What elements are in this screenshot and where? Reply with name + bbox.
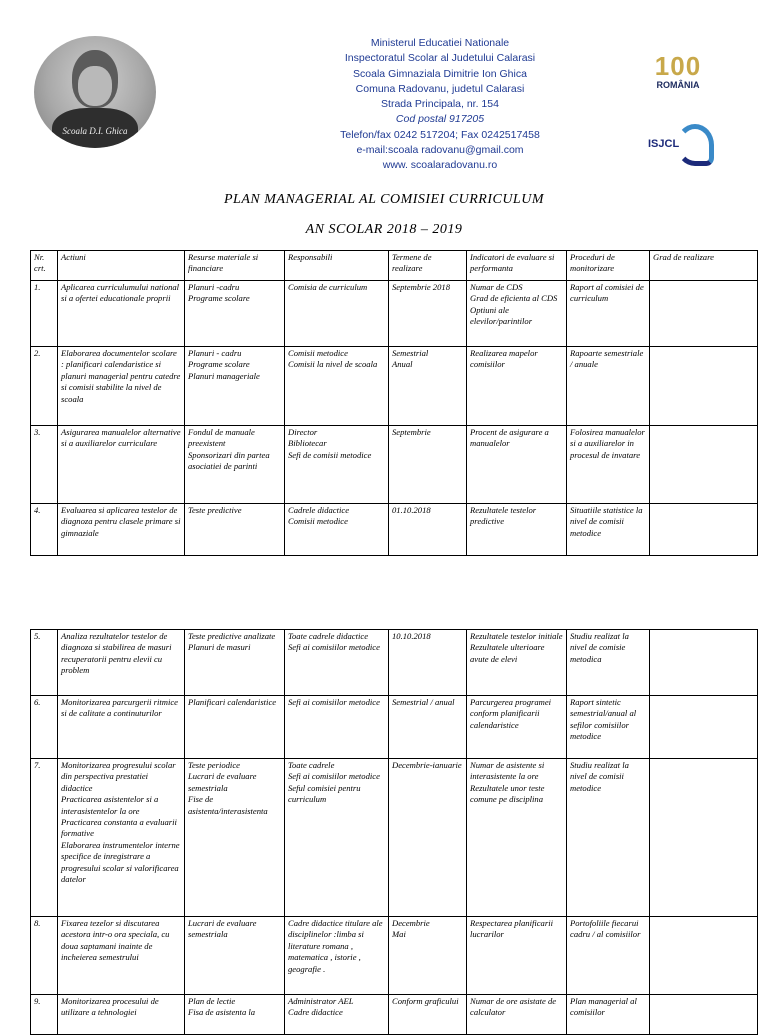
header-line: Scoala Gimnaziala Dimitrie Ion Ghica [353, 67, 527, 80]
table-cell: Rezultatele testelor initiale Rezultatele ulterioare avute de elevi [467, 630, 567, 696]
table-cell: Decembrie-ianuarie [389, 759, 467, 917]
header-line: Inspectoratul Scolar al Judetului Calarasi [344, 52, 536, 65]
table-cell: 9. [31, 995, 58, 1035]
column-header: Termene de realizare [389, 251, 467, 281]
table-cell: Septembrie [389, 426, 467, 504]
table-cell: Parcurgerea programei conform planificarii calendaristice [467, 696, 567, 759]
centenar-logo [640, 52, 716, 90]
table-cell: 7. [31, 759, 58, 917]
table-cell: Conform graficului [389, 995, 467, 1035]
portrait-caption: Scoala D.I. Ghica [62, 126, 128, 136]
table-cell: Semestrial / anual [389, 696, 467, 759]
table-cell: Procent de asigurare a manualelor [467, 426, 567, 504]
plan-table-page1 [30, 250, 758, 556]
column-header: Indicatori de evaluare si performanta [467, 251, 567, 281]
table-cell: Numar de CDS Grad de eficienta al CDS Optiuni ale elevilor/parintilor [467, 281, 567, 347]
table-cell: 8. [31, 917, 58, 995]
table-cell [650, 347, 758, 426]
header-line: Telefon/fax 0242 517204; Fax 0242517458 [340, 128, 540, 141]
table-cell: Plan managerial al comisiilor [567, 995, 650, 1035]
column-header: Resurse materiale si financiare [185, 251, 285, 281]
column-header: Responsabili [285, 251, 389, 281]
column-header: Nr. crt. [31, 251, 58, 281]
table-cell: Teste predictive [185, 504, 285, 556]
table-cell: Respectarea planificarii lucrarilor [467, 917, 567, 995]
table-cell: Semestrial Anual [389, 347, 467, 426]
table-cell [650, 995, 758, 1035]
table-cell: Numar de ore asistate de calculator [467, 995, 567, 1035]
table-row [31, 917, 758, 995]
table-cell: 5. [31, 630, 58, 696]
table-cell: Elaborarea documentelor scolare : planificari calendaristice si planuri managerial pentru catedre si comisii stabilite la nivel de scoala [58, 347, 185, 426]
table-cell: Planuri - cadru Programe scolare Planuri manageriale [185, 347, 285, 426]
table-cell: Toate cadrele Sefi ai comisiilor metodice Seful comisiei pentru curriculum [285, 759, 389, 917]
table-row [31, 995, 758, 1035]
table-cell: 3. [31, 426, 58, 504]
isj-arc-icon [676, 124, 714, 166]
table-cell: Aplicarea curriculumului national si a ofertei educationale proprii [58, 281, 185, 347]
table-row [31, 630, 758, 696]
table-cell: Planificari calendaristice [185, 696, 285, 759]
column-header: Actiuni [58, 251, 185, 281]
header-line: Comuna Radovanu, judetul Calarasi [355, 82, 525, 95]
table-cell: Studiu realizat la nivel de comisie metodica [567, 630, 650, 696]
table-cell: Portofoliile fiecarui cadru / al comisiilor [567, 917, 650, 995]
header-line: e-mail:scoala radovanu@gmail.com [356, 144, 524, 157]
table-cell: Raport al comisiei de curriculum [567, 281, 650, 347]
table-cell: Evaluarea si aplicarea testelor de diagnoza pentru clasele primare si gimnaziale [58, 504, 185, 556]
table-row [31, 696, 758, 759]
table-cell: Comisii metodice Comisii la nivel de scoala [285, 347, 389, 426]
table-row [31, 759, 758, 917]
column-header: Proceduri de monitorizare [567, 251, 650, 281]
isj-logo [648, 122, 718, 170]
table-cell: Cadre didactice titulare ale disciplinelor :limba si literature romana , matematica , istorie , geografie . [285, 917, 389, 995]
plan-title: PLAN MANAGERIAL AL COMISIEI CURRICULUM [224, 192, 544, 207]
table-cell: Decembrie Mai [389, 917, 467, 995]
centenar-country: ROMÂNIA [656, 80, 700, 90]
table-cell: 01.10.2018 [389, 504, 467, 556]
table-cell: Lucrari de evaluare semestriala [185, 917, 285, 995]
centenar-number: 100 [654, 51, 702, 81]
table-cell [650, 630, 758, 696]
table-cell: Realizarea mapelor comisiilor [467, 347, 567, 426]
column-header: Grad de realizare [650, 251, 758, 281]
table-row [31, 347, 758, 426]
table-cell: Planuri -cadru Programe scolare [185, 281, 285, 347]
table-cell: Analiza rezultatelor testelor de diagnoza si stabilirea de masuri recuperatorii pentru elevii cu problem [58, 630, 185, 696]
table-cell [650, 759, 758, 917]
table-row [31, 281, 758, 347]
table-cell [650, 281, 758, 347]
table-cell: Situatiile statistice la nivel de comisii metodice [567, 504, 650, 556]
table-cell: Fixarea tezelor si discutarea acestora intr-o ora speciala, cu doua saptamani inainte de incheierea semestrului [58, 917, 185, 995]
table-cell: 10.10.2018 [389, 630, 467, 696]
table-cell: Rezultatele testelor predictive [467, 504, 567, 556]
isj-label: ISJCL [648, 138, 680, 150]
table-cell: Cadrele didactice Comisii metodice [285, 504, 389, 556]
plan-table-page2 [30, 629, 758, 1035]
table-cell: Comisia de curriculum [285, 281, 389, 347]
table-cell: Folosirea manualelor si a auxiliarelor in procesul de invatare [567, 426, 650, 504]
school-header [300, 36, 580, 174]
table-cell: Raport sintetic semestrial/anual al sefilor comisiilor metodice [567, 696, 650, 759]
header-line: www. scoalaradovanu.ro [382, 159, 498, 172]
table-row [31, 504, 758, 556]
table-cell: Administrator AEL Cadre didactice [285, 995, 389, 1035]
table-cell: 1. [31, 281, 58, 347]
table-cell: Studiu realizat la nivel de comisii metodice [567, 759, 650, 917]
table-cell: Monitorizarea progresului scolar din perspectiva prestatiei didactice Practicarea asistentelor si a interasistentelor la ore Practicarea constanta a evaluarii formative Elaborarea instrumentelor interne specifice de inregistrare a progresului scolar si valorificarea datelor [58, 759, 185, 917]
header-line: Strada Principala, nr. 154 [381, 98, 499, 111]
table-cell: 2. [31, 347, 58, 426]
header-line: Ministerul Educatiei Nationale [370, 37, 510, 49]
table-cell: Monitorizarea procesului de utilizare a tehnologiei [58, 995, 185, 1035]
table-cell [650, 917, 758, 995]
table-cell: Monitorizarea parcurgerii ritmice si de calitate a continuturilor [58, 696, 185, 759]
table-cell [650, 696, 758, 759]
table-cell: Septembrie 2018 [389, 281, 467, 347]
table-cell: Rapoarte semestriale / anuale [567, 347, 650, 426]
table-cell: Fondul de manuale preexistent Sponsorizari din partea asociatiei de parinti [185, 426, 285, 504]
plan-subtitle: AN SCOLAR 2018 – 2019 [305, 222, 463, 237]
table-cell: Toate cadrele didactice Sefi ai comisiilor metodice [285, 630, 389, 696]
table-row [31, 426, 758, 504]
table-cell: Director Bibliotecar Sefi de comisii metodice [285, 426, 389, 504]
table-cell: Numar de asistente si interasistente la ore Rezultatele unor teste comune pe disciplina [467, 759, 567, 917]
table-cell [650, 504, 758, 556]
header-line: Cod postal 917205 [395, 113, 485, 126]
table-cell: 6. [31, 696, 58, 759]
portrait-image [34, 36, 156, 148]
table-cell: Teste periodice Lucrari de evaluare semestriala Fise de asistenta/interasistenta [185, 759, 285, 917]
table-cell: 4. [31, 504, 58, 556]
table-cell [650, 426, 758, 504]
table-cell: Plan de lectie Fisa de asistenta la [185, 995, 285, 1035]
table-header-row [31, 251, 758, 281]
table-cell: Teste predictive analizate Planuri de masuri [185, 630, 285, 696]
table-cell: Asigurarea manualelor alternative si a auxiliarelor curriculare [58, 426, 185, 504]
table-cell: Sefi ai comisiilor metodice [285, 696, 389, 759]
